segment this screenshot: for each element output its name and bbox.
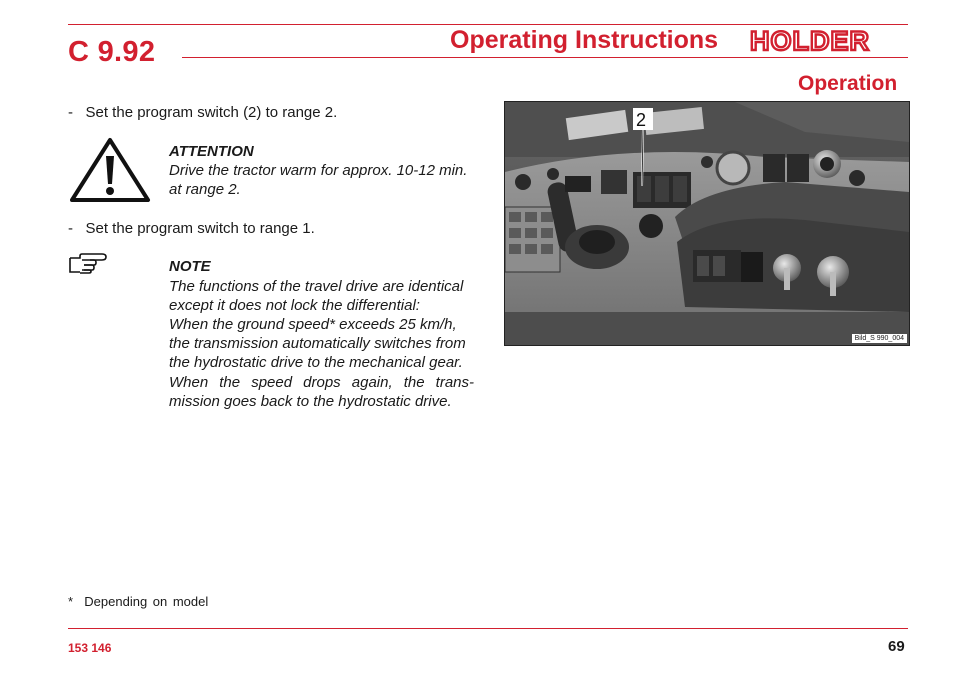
holder-logo xyxy=(749,28,901,59)
page-title: Operating Instructions xyxy=(450,26,719,54)
note-line-4: the transmission automatically switches from xyxy=(169,335,466,352)
document-number: 153 146 xyxy=(68,641,112,655)
brand-wordmark: HOLDER xyxy=(750,28,870,54)
note-line-1: The functions of the travel drive are identical xyxy=(169,278,464,295)
pointing-hand-icon xyxy=(68,253,108,280)
note-line-7: mission goes back to the hydrostatic drive. xyxy=(169,393,452,410)
footer-rule xyxy=(68,628,908,629)
warning-triangle-icon xyxy=(68,136,152,209)
section-title: Operation xyxy=(798,72,898,95)
attention-heading: ATTENTION xyxy=(169,143,254,160)
note-line-5: the hydrostatic drive to the mechanical gear. xyxy=(169,354,463,371)
model-number: C 9.92 xyxy=(68,36,156,68)
callout-number: 2 xyxy=(636,110,647,130)
note-line-2: except it does not lock the differential: xyxy=(169,297,420,314)
control-panel-photo xyxy=(504,101,910,346)
attention-line-2: at range 2. xyxy=(169,181,241,198)
note-heading: NOTE xyxy=(169,258,211,275)
note-line-3: When the ground speed* exceeds 25 km/h, xyxy=(169,316,457,333)
page-number: 69 xyxy=(888,638,905,655)
footnote: * Depending on model xyxy=(68,594,209,609)
header-top-rule xyxy=(68,24,908,25)
attention-line-1: Drive the tractor warm for approx. 10-12 min. xyxy=(169,162,468,179)
figure-caption: Bild_S 990_004 xyxy=(852,334,907,343)
step-program-range-2: - Set the program switch (2) to range 2. xyxy=(68,104,338,121)
note-line-6: When the speed drops again, the trans- xyxy=(169,374,474,391)
step-program-range-1: - Set the program switch to range 1. xyxy=(68,220,315,237)
